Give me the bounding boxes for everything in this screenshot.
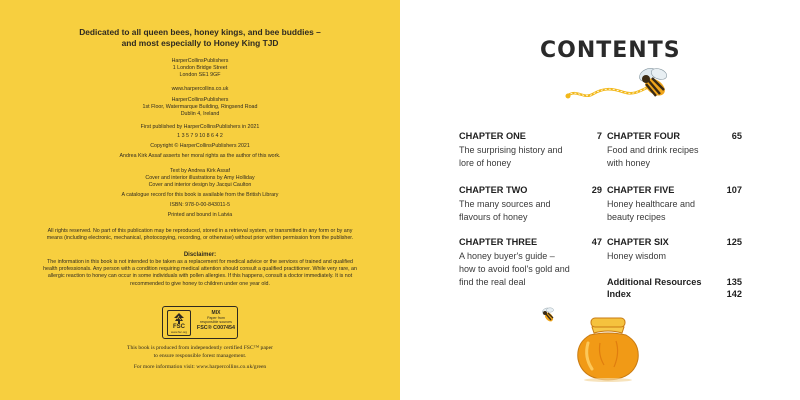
toc-chapter-one[interactable]: CHAPTER ONE 7 The surprising history and lore of honey [459,131,602,169]
fsc-statement: This book is produced from independently certified FSC™ paper to ensure responsible forest management. [127,345,273,359]
print-numbers: 1 3 5 7 9 10 8 6 4 2 [177,133,223,139]
contents-page [400,0,800,400]
toc-chapter-five[interactable]: CHAPTER FIVE 107 Honey healthcare and beauty recipes [607,185,742,223]
fsc-mix: MIX [211,310,221,316]
dedication: Dedicated to all queen bees, honey kings, and bee buddies – and most especially to Honey King TJD [79,27,321,48]
publisher-address: HarperCollinsPublishers 1 London Bridge Street London SE1 9GF [171,58,229,79]
fsc-code: FSC® C007454 [196,325,236,332]
contents-title: CONTENTS [540,38,681,63]
fsc-label [162,306,238,339]
fsc-logo [167,310,191,336]
disclaimer-text: The information in this book is not intended to be taken as a replacement for medical advice or the services of trained and qualified health professionals. Any person with a condition requiring medical attention should consult a qualified practitioner. While very rare, an allergic reaction to honey can occur in some individuals with pollen allergies. If this happens, consult a doctor immediately. It is not recommended to give honey to children under one year old. [43,259,357,287]
publisher-website: www.harpercollins.co.uk [171,86,229,92]
honey-pot-icon [570,313,646,383]
printed-in: Printed and bound in Latvia [167,212,233,218]
toc-chapter-six[interactable]: CHAPTER SIX 125 Honey wisdom [607,237,742,261]
rights-reserved: All rights reserved. No part of this publication may be reproduced, stored in a retrieval system, or transmitted in any form or by any means (including electronic, mechanical, photocopying, recording, or otherwise) without prior written permission from the publisher. [46,228,354,242]
toc-index[interactable]: Index 142 [607,289,742,299]
fsc-info: MIX Paper from responsible sources FSC® C007454 [194,310,238,332]
moral-rights: Andrea Kirk Assaf asserts her moral rights as the author of this work. [119,153,281,159]
toc-chapter-three[interactable]: CHAPTER THREE 47 A honey buyer's guide – how to avoid fool's gold and find the real deal [459,237,602,288]
bee-icon [540,306,558,324]
fsc-brand: FSC [173,324,185,330]
publisher-address-ireland: HarperCollinsPublishers 1st Floor, Watermarque Building, Ringsend Road Dublin 4, Ireland [142,97,258,118]
first-published: First published by HarperCollinsPublishers in 2021 [140,124,260,130]
fsc-site: www.fsc.org [170,330,188,334]
bee-icon [636,66,674,102]
catalogue-record: A catalogue record for this book is available from the British Library [121,192,279,198]
environment-link: For more information visit: www.harpercollins.co.uk/green [133,364,267,370]
disclaimer-title: Disclaimer: [183,252,217,258]
toc-chapter-four[interactable]: CHAPTER FOUR 65 Food and drink recipes with honey [607,131,742,169]
copyright-line: Copyright © HarperCollinsPublishers 2021 [150,143,250,149]
isbn: ISBN: 978-0-00-843011-5 [169,202,231,208]
toc-additional-resources[interactable]: Additional Resources 135 [607,277,742,287]
credits: Text by Andrea Kirk Assaf Cover and interior illustrations by Amy Holliday Cover and interior design by Jacqui Caulton [145,168,255,189]
toc-chapter-two[interactable]: CHAPTER TWO 29 The many sources and flavours of honey [459,185,602,223]
fsc-tree-icon [173,313,185,324]
